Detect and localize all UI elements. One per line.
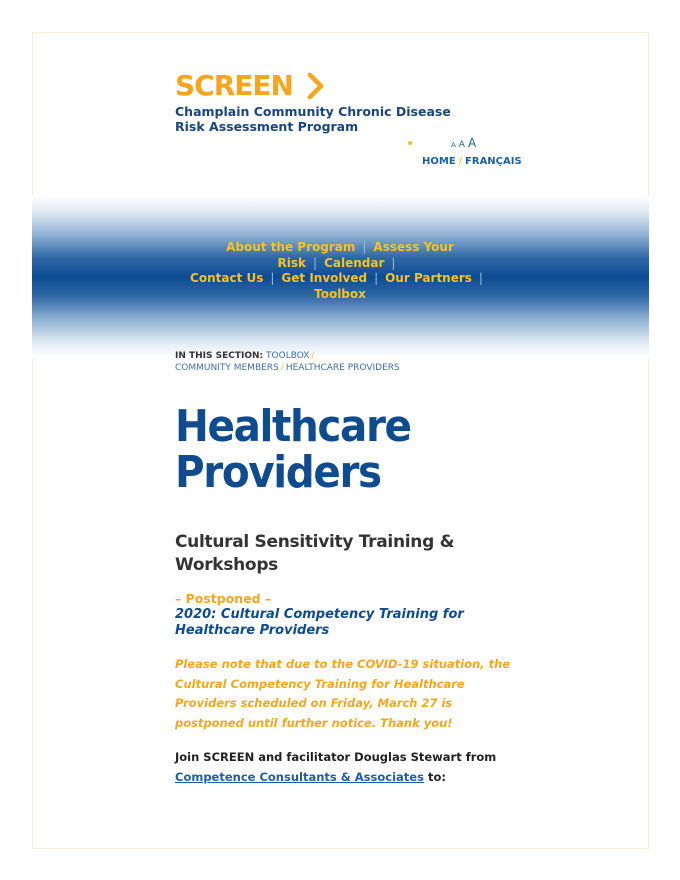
breadcrumb-healthcare-providers[interactable]: HEALTHCARE PROVIDERS (285, 363, 400, 373)
nav-divider: | (362, 240, 367, 254)
breadcrumb-separator: / (280, 363, 284, 373)
breadcrumb-label: IN THIS SECTION: (175, 351, 264, 361)
breadcrumb-separator: / (311, 351, 315, 361)
home-link[interactable]: HOME (422, 156, 456, 167)
postponement-notice: Please note that due to the COVID-19 situation, the Cultural Competency Training for Healthcare Providers scheduled on Friday, March 27 is postponed until further notice. Thank you! (175, 657, 511, 730)
nav-item-partners[interactable]: Our Partners (385, 271, 472, 285)
nav-item-about[interactable]: About the Program (226, 240, 356, 254)
breadcrumb (175, 350, 400, 374)
event-title: 2020: Cultural Competency Training for Healthcare Providers (175, 607, 464, 638)
top-links (422, 156, 522, 167)
nav-divider: | (374, 271, 379, 285)
font-size-controls (408, 136, 476, 150)
breadcrumb-community-members[interactable]: COMMUNITY MEMBERS (175, 363, 279, 373)
chevron-right-icon (305, 72, 327, 100)
nav-item-assess-risk[interactable]: Assess Your Risk (277, 240, 454, 270)
top-links-separator: / (458, 156, 463, 167)
nav-item-toolbox[interactable]: Toolbox (314, 286, 366, 301)
breadcrumb-toolbox[interactable]: TOOLBOX (266, 351, 310, 361)
nav-item-calendar[interactable]: Calendar (324, 255, 385, 270)
intro-text-before: Join SCREEN and facilitator Douglas Stewart from (175, 750, 497, 764)
site-tagline: Champlain Community Chronic Disease Risk Assessment Program (175, 104, 451, 134)
competence-consultants-link[interactable]: Competence Consultants & Associates (175, 769, 424, 784)
page-title (175, 401, 411, 498)
page-title-line2: Providers (175, 447, 381, 498)
font-size-medium-button[interactable]: A (458, 140, 465, 150)
section-title: Cultural Sensitivity Training & Workshops (175, 532, 455, 575)
bullet-icon (408, 141, 412, 145)
nav-divider: | (478, 271, 483, 285)
francais-link[interactable]: FRANÇAIS (465, 156, 522, 167)
nav-divider: | (313, 255, 318, 270)
nav-divider: | (391, 255, 396, 270)
font-size-small-button[interactable]: A (451, 141, 456, 149)
intro-paragraph (175, 748, 505, 787)
page-title-line1: Healthcare (175, 401, 411, 452)
font-size-large-button[interactable]: A (467, 136, 477, 150)
nav-item-contact[interactable]: Contact Us (190, 271, 264, 285)
logo-wordmark: SCREEN (175, 69, 293, 102)
nav-divider: | (270, 271, 275, 285)
logo[interactable] (175, 70, 327, 102)
postponed-label: – Postponed – (175, 591, 272, 606)
intro-text-after: to: (423, 769, 446, 784)
nav-item-get-involved[interactable]: Get Involved (281, 271, 368, 285)
main-nav (170, 240, 510, 302)
